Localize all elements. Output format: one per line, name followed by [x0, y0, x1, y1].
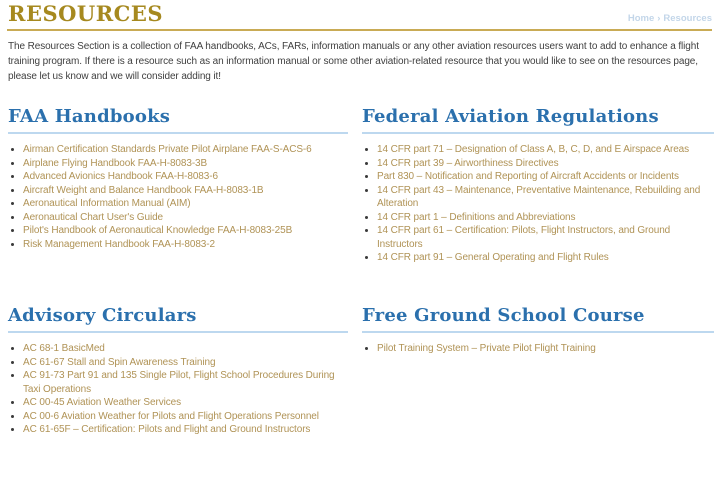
resource-link[interactable]: • Airman Certification Standards Private Pilot Airplane FAA-S-ACS-6	[23, 143, 348, 157]
resource-link[interactable]: • Aircraft Weight and Balance Handbook FAA-H-8083-1B	[23, 184, 348, 198]
resource-link[interactable]: • Advanced Avionics Handbook FAA-H-8083-6	[23, 170, 348, 184]
section-advisory-circulars	[8, 305, 348, 437]
resource-link[interactable]: • Pilot Training System – Private Pilot Flight Training	[377, 342, 714, 356]
section-title-advisory-circulars: Advisory Circulars	[8, 305, 348, 333]
resource-link[interactable]: • 14 CFR part 43 – Maintenance, Preventative Maintenance, Rebuilding and Alteration	[377, 184, 714, 211]
intro-paragraph: The Resources Section is a collection of FAA handbooks, ACs, FARs, information manuals or any other aviation resources users want to add to enhance a flight training program. If there is a resource such as an information manual or some other aviation-related resource that you would like to see on the resources page, please let us know and we will consider adding it!	[8, 41, 699, 82]
section-free-ground-school-course	[362, 305, 714, 356]
resource-list-free-ground-school-course	[362, 342, 714, 356]
resource-link[interactable]: • AC 61-67 Stall and Spin Awareness Training	[23, 356, 348, 370]
resource-link[interactable]: • 14 CFR part 39 – Airworthiness Directives	[377, 157, 714, 171]
page-title: RESOURCES	[8, 1, 164, 26]
resource-link[interactable]: • 14 CFR part 71 – Designation of Class A, B, C, D, and E Airspace Areas	[377, 143, 714, 157]
resource-link[interactable]: • 14 CFR part 91 – General Operating and Flight Rules	[377, 251, 714, 265]
resource-link[interactable]: • Aeronautical Information Manual (AIM)	[23, 197, 348, 211]
section-title-faa-handbooks: FAA Handbooks	[8, 106, 348, 134]
section-title-free-ground-school-course: Free Ground School Course	[362, 305, 714, 333]
breadcrumb	[628, 13, 712, 24]
resource-link[interactable]: • 14 CFR part 61 – Certification: Pilots, Flight Instructors, and Ground Instructors	[377, 224, 714, 251]
section-federal-aviation-regulations	[362, 106, 714, 265]
resource-list-faa-handbooks	[8, 143, 348, 251]
resource-link[interactable]: • Risk Management Handbook FAA-H-8083-2	[23, 238, 348, 252]
resource-link[interactable]: • Part 830 – Notification and Reporting of Aircraft Accidents or Incidents	[377, 170, 714, 184]
resource-list-federal-aviation-regulations	[362, 143, 714, 265]
breadcrumb-home-link[interactable]: Home	[627, 13, 655, 24]
resource-link[interactable]: • AC 68-1 BasicMed	[23, 342, 348, 356]
resource-list-advisory-circulars	[8, 342, 348, 437]
resource-link[interactable]: • Pilot's Handbook of Aeronautical Knowledge FAA-H-8083-25B	[23, 224, 348, 238]
section-title-federal-aviation-regulations: Federal Aviation Regulations	[362, 106, 714, 134]
breadcrumb-current: Resources	[663, 13, 712, 24]
resource-link[interactable]: • Airplane Flying Handbook FAA-H-8083-3B	[23, 157, 348, 171]
header-divider	[7, 29, 712, 31]
resource-link[interactable]: • 14 CFR part 1 – Definitions and Abbreviations	[377, 211, 714, 225]
section-faa-handbooks	[8, 106, 348, 251]
breadcrumb-separator-icon: ›	[657, 13, 661, 24]
resource-link[interactable]: • AC 61-65F – Certification: Pilots and Flight and Ground Instructors	[23, 423, 348, 437]
resource-link[interactable]: • Aeronautical Chart User's Guide	[23, 211, 348, 225]
resource-link[interactable]: • AC 00-6 Aviation Weather for Pilots and Flight Operations Personnel	[23, 410, 348, 424]
resource-link[interactable]: • AC 91-73 Part 91 and 135 Single Pilot, Flight School Procedures During Taxi Operations	[23, 369, 348, 396]
resource-link[interactable]: • AC 00-45 Aviation Weather Services	[23, 396, 348, 410]
